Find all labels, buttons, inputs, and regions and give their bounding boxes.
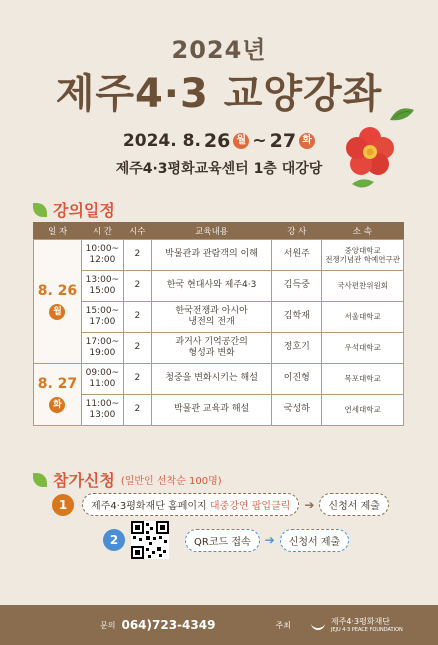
date-start-day-badge: 월 — [233, 133, 249, 149]
arrow-right-icon: ➔ — [304, 497, 315, 512]
col-header-time: 시 간 — [81, 223, 123, 240]
inquiry-label: 문의 — [100, 620, 116, 630]
row-content: 박물관 교육과 해설 — [151, 395, 272, 426]
table-row — [34, 271, 404, 302]
apply-step-2 — [103, 521, 349, 559]
schedule-table — [33, 222, 404, 426]
inquiry-phone[interactable]: 064)723-4349 — [121, 618, 216, 632]
row-affiliation: 중앙대학교 전쟁기념관 학예연구관 — [322, 240, 404, 271]
step-2-qr-label: QR코드 접속 — [185, 529, 260, 552]
row-content: 한국 현대사와 제주4·3 — [151, 271, 272, 302]
leaf-icon — [33, 473, 47, 487]
row-time: 11:00~ 13:00 — [81, 395, 123, 426]
col-header-affiliation: 소 속 — [322, 223, 404, 240]
row-lecturer: 김학재 — [272, 302, 322, 333]
day2-date: 8. 27 — [37, 376, 78, 393]
schedule-section-title: 강의일정 — [53, 201, 115, 220]
apply-section-title: 참가신청 — [53, 471, 115, 490]
arrow-right-icon: ➔ — [264, 533, 275, 547]
step-2-submit: 신청서 제출 — [280, 529, 349, 552]
apply-step-1 — [52, 493, 389, 516]
row-content: 청중을 변화시키는 해설 — [151, 364, 272, 395]
date-separator: ~ — [252, 131, 267, 151]
qr-code-icon[interactable] — [131, 521, 169, 559]
host-organization — [331, 617, 403, 633]
table-row — [34, 364, 404, 395]
event-year: 2024년 — [171, 36, 267, 64]
step-1-submit: 신청서 제출 — [319, 493, 388, 516]
row-time: 17:00~ 19:00 — [81, 333, 123, 364]
row-time: 15:00~ 17:00 — [81, 302, 123, 333]
step-1-highlight: 대중강연 팝업클릭 — [209, 501, 291, 512]
date-end-day-badge: 화 — [299, 133, 315, 149]
apply-section-header — [33, 468, 222, 491]
step-1-instruction — [82, 493, 299, 516]
leaf-icon — [33, 203, 47, 217]
row-lecturer: 이진형 — [272, 364, 322, 395]
step-2-number: 2 — [103, 529, 125, 551]
foundation-logo-icon — [311, 620, 325, 630]
page-title: 제주4·3 교양강좌 — [55, 71, 383, 117]
row-lecturer: 국성하 — [272, 395, 322, 426]
row-lecturer: 정호기 — [272, 333, 322, 364]
host-label: 주최 — [275, 620, 291, 630]
table-row — [34, 302, 404, 333]
date-end: 27 — [269, 130, 297, 152]
schedule-header-row — [34, 223, 404, 240]
host-org-name-en: JEJU 4·3 PEACE FOUNDATION — [330, 626, 403, 633]
step-1-text: 제주4·3평화재단 홈페이지 — [91, 501, 210, 512]
row-time: 10:00~ 12:00 — [81, 240, 123, 271]
row-affiliation: 서울대학교 — [322, 302, 404, 333]
date-prefix: 2024. 8. — [122, 131, 201, 151]
row-content: 과거사 기억공간의 형성과 변화 — [151, 333, 272, 364]
host-org-name: 제주4·3평화재단 — [330, 617, 390, 627]
row-hours: 2 — [123, 302, 151, 333]
table-row — [34, 395, 404, 426]
date-cell-day2 — [34, 364, 82, 426]
row-affiliation: 국사편찬위원회 — [322, 271, 404, 302]
table-row — [34, 240, 404, 271]
row-affiliation: 연세대학교 — [322, 395, 404, 426]
row-content: 한국전쟁과 아시아 냉전의 전개 — [151, 302, 272, 333]
day1-date: 8. 26 — [37, 283, 78, 300]
day1-weekday-badge: 월 — [49, 304, 65, 320]
col-header-lecturer: 강 사 — [272, 223, 322, 240]
row-lecturer: 서원주 — [272, 240, 322, 271]
step-1-number: 1 — [52, 494, 74, 516]
schedule-section-header — [33, 198, 115, 221]
date-cell-day1 — [34, 240, 82, 364]
row-lecturer: 김득중 — [272, 271, 322, 302]
row-affiliation: 우석대학교 — [322, 333, 404, 364]
row-time: 09:00~ 11:00 — [81, 364, 123, 395]
table-row — [34, 333, 404, 364]
row-hours: 2 — [123, 240, 151, 271]
col-header-date: 일 자 — [34, 223, 82, 240]
row-affiliation: 목포대학교 — [322, 364, 404, 395]
col-header-content: 교육내용 — [151, 223, 272, 240]
row-hours: 2 — [123, 271, 151, 302]
day2-weekday-badge: 화 — [49, 397, 65, 413]
event-venue: 제주4·3평화교육센터 1층 대강당 — [115, 161, 323, 177]
apply-section-subtitle: (일반인 선착순 100명) — [120, 476, 222, 487]
event-date — [0, 130, 438, 152]
row-hours: 2 — [123, 395, 151, 426]
row-content: 박물관과 관람객의 이해 — [151, 240, 272, 271]
row-time: 13:00~ 15:00 — [81, 271, 123, 302]
row-hours: 2 — [123, 364, 151, 395]
date-start: 26 — [203, 130, 231, 152]
col-header-hours: 시수 — [123, 223, 151, 240]
footer — [0, 605, 438, 645]
row-hours: 2 — [123, 333, 151, 364]
